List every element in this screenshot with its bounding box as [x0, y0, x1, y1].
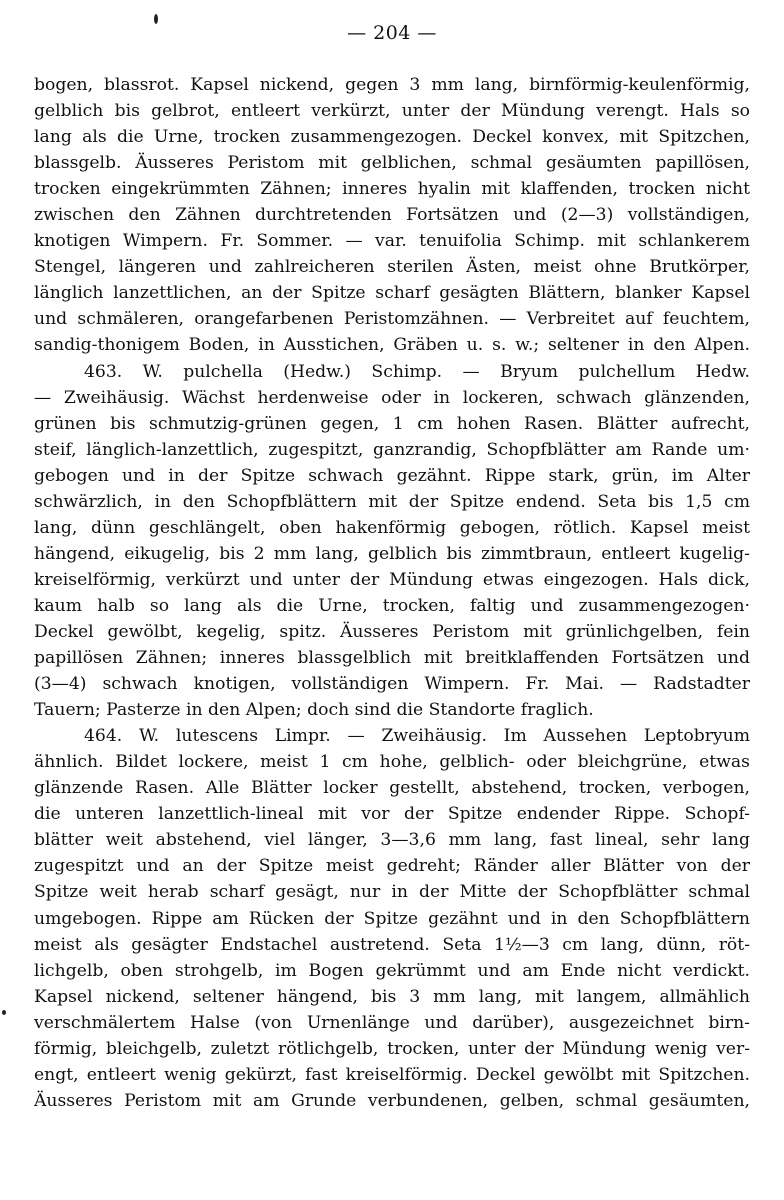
- text-line: schwärzlich, in den Schopfblättern mit der Spitze endend. Seta bis 1,5 cm: [34, 491, 750, 512]
- text-line: gebogen und in der Spitze schwach gezähnt. Rippe stark, grün, im Alter: [34, 465, 750, 486]
- text-line: Deckel gewölbt, kegelig, spitz. Äusseres Peristom mit grünlichgelben, fein: [34, 621, 750, 642]
- body-text: [34, 72, 750, 1114]
- text-line: papillösen Zähnen; inneres blassgelblich mit breitklaffenden Fortsätzen und: [34, 648, 750, 669]
- text-line: lichgelb, oben strohgelb, im Bogen gekrümmt und am Ende nicht verdickt.: [34, 960, 750, 981]
- text-line: grünen bis schmutzig-grünen gegen, 1 cm hohen Rasen. Blätter aufrecht,: [34, 413, 750, 434]
- text-line: länglich lanzettlichen, an der Spitze scharf gesägten Blättern, blanker Kapsel: [34, 283, 750, 304]
- text-line: Äusseres Peristom mit am Grunde verbundenen, gelben, schmal gesäumten,: [34, 1090, 750, 1111]
- text-line: — Zweihäusig. Wächst herdenweise oder in lockeren, schwach glänzenden,: [34, 387, 750, 408]
- text-line: lang, dünn geschlängelt, oben hakenförmig gebogen, rötlich. Kapsel meist: [34, 517, 750, 538]
- text-line: ähnlich. Bildet lockere, meist 1 cm hohe, gelblich- oder bleichgrüne, etwas: [34, 752, 750, 773]
- text-line: engt, entleert wenig gekürzt, fast kreiselförmig. Deckel gewölbt mit Spitzchen.: [34, 1064, 750, 1085]
- text-line: glänzende Rasen. Alle Blätter locker gestellt, abstehend, trocken, verbogen,: [34, 778, 750, 799]
- text-line: hängend, eikugelig, bis 2 mm lang, gelblich bis zimmtbraun, entleert kugelig-: [34, 543, 750, 564]
- text-line: 463. W. pulchella (Hedw.) Schimp. — Bryum pulchellum Hedw.: [84, 361, 750, 382]
- text-line: steif, länglich-lanzettlich, zugespitzt, ganzrandig, Schopfblätter am Rande um·: [34, 439, 750, 460]
- text-line: Stengel, längeren und zahlreicheren sterilen Ästen, meist ohne Brutkörper,: [34, 257, 750, 278]
- text-line: blätter weit abstehend, viel länger, 3—3,6 mm lang, fast lineal, sehr lang: [34, 830, 750, 851]
- text-line: blassgelb. Äusseres Peristom mit gelblichen, schmal gesäumten papillösen,: [34, 153, 750, 174]
- text-line: förmig, bleichgelb, zuletzt rötlichgelb, trocken, unter der Mündung wenig ver-: [34, 1038, 750, 1059]
- text-line: zugespitzt und an der Spitze meist gedreht; Ränder aller Blätter von der: [34, 856, 750, 877]
- text-line: knotigen Wimpern. Fr. Sommer. — var. tenuifolia Schimp. mit schlankerem: [34, 231, 750, 252]
- text-line: Spitze weit herab scharf gesägt, nur in der Mitte der Schopfblätter schmal: [34, 882, 750, 903]
- text-line: gelblich bis gelbrot, entleert verkürzt, unter der Mündung verengt. Hals so: [34, 101, 750, 122]
- text-line: Tauern; Pasterze in den Alpen; doch sind die Standorte fraglich.: [34, 700, 594, 721]
- text-line: (3—4) schwach knotigen, vollständigen Wimpern. Fr. Mai. — Radstadter: [34, 674, 750, 695]
- page-number: — 204 —: [347, 22, 437, 44]
- text-line: verschmälertem Halse (von Urnenlänge und darüber), ausgezeichnet birn-: [34, 1012, 750, 1033]
- text-line: sandig-thonigem Boden, in Ausstichen, Gräben u. s. w.; seltener in den Alpen.: [34, 335, 750, 356]
- text-line: kreiselförmig, verkürzt und unter der Mündung etwas eingezogen. Hals dick,: [34, 569, 750, 590]
- text-line: 464. W. lutescens Limpr. — Zweihäusig. Im Aussehen Leptobryum: [84, 726, 750, 747]
- text-line: bogen, blassrot. Kapsel nickend, gegen 3 mm lang, birnförmig-keulenförmig,: [34, 75, 750, 95]
- print-speck-margin: [2, 1010, 6, 1015]
- text-line: die unteren lanzettlich-lineal mit vor der Spitze endender Rippe. Schopf-: [34, 804, 750, 825]
- text-line: zwischen den Zähnen durchtretenden Fortsätzen und (2—3) vollständigen,: [34, 205, 750, 226]
- text-line: meist als gesägter Endstachel austretend. Seta 1½—3 cm lang, dünn, röt-: [34, 934, 750, 955]
- text-line: Kapsel nickend, seltener hängend, bis 3 mm lang, mit langem, allmählich: [34, 986, 750, 1007]
- text-line: trocken eingekrümmten Zähnen; inneres hyalin mit klaffenden, trocken nicht: [34, 179, 750, 200]
- text-line: und schmäleren, orangefarbenen Peristomzähnen. — Verbreitet auf feuchtem,: [34, 309, 750, 330]
- text-line: kaum halb so lang als die Urne, trocken, faltig und zusammengezogen·: [34, 595, 750, 616]
- book-page: [34, 18, 750, 1114]
- text-line: umgebogen. Rippe am Rücken der Spitze gezähnt und in den Schopfblättern: [34, 908, 750, 929]
- text-line: lang als die Urne, trocken zusammengezogen. Deckel konvex, mit Spitzchen,: [34, 127, 750, 148]
